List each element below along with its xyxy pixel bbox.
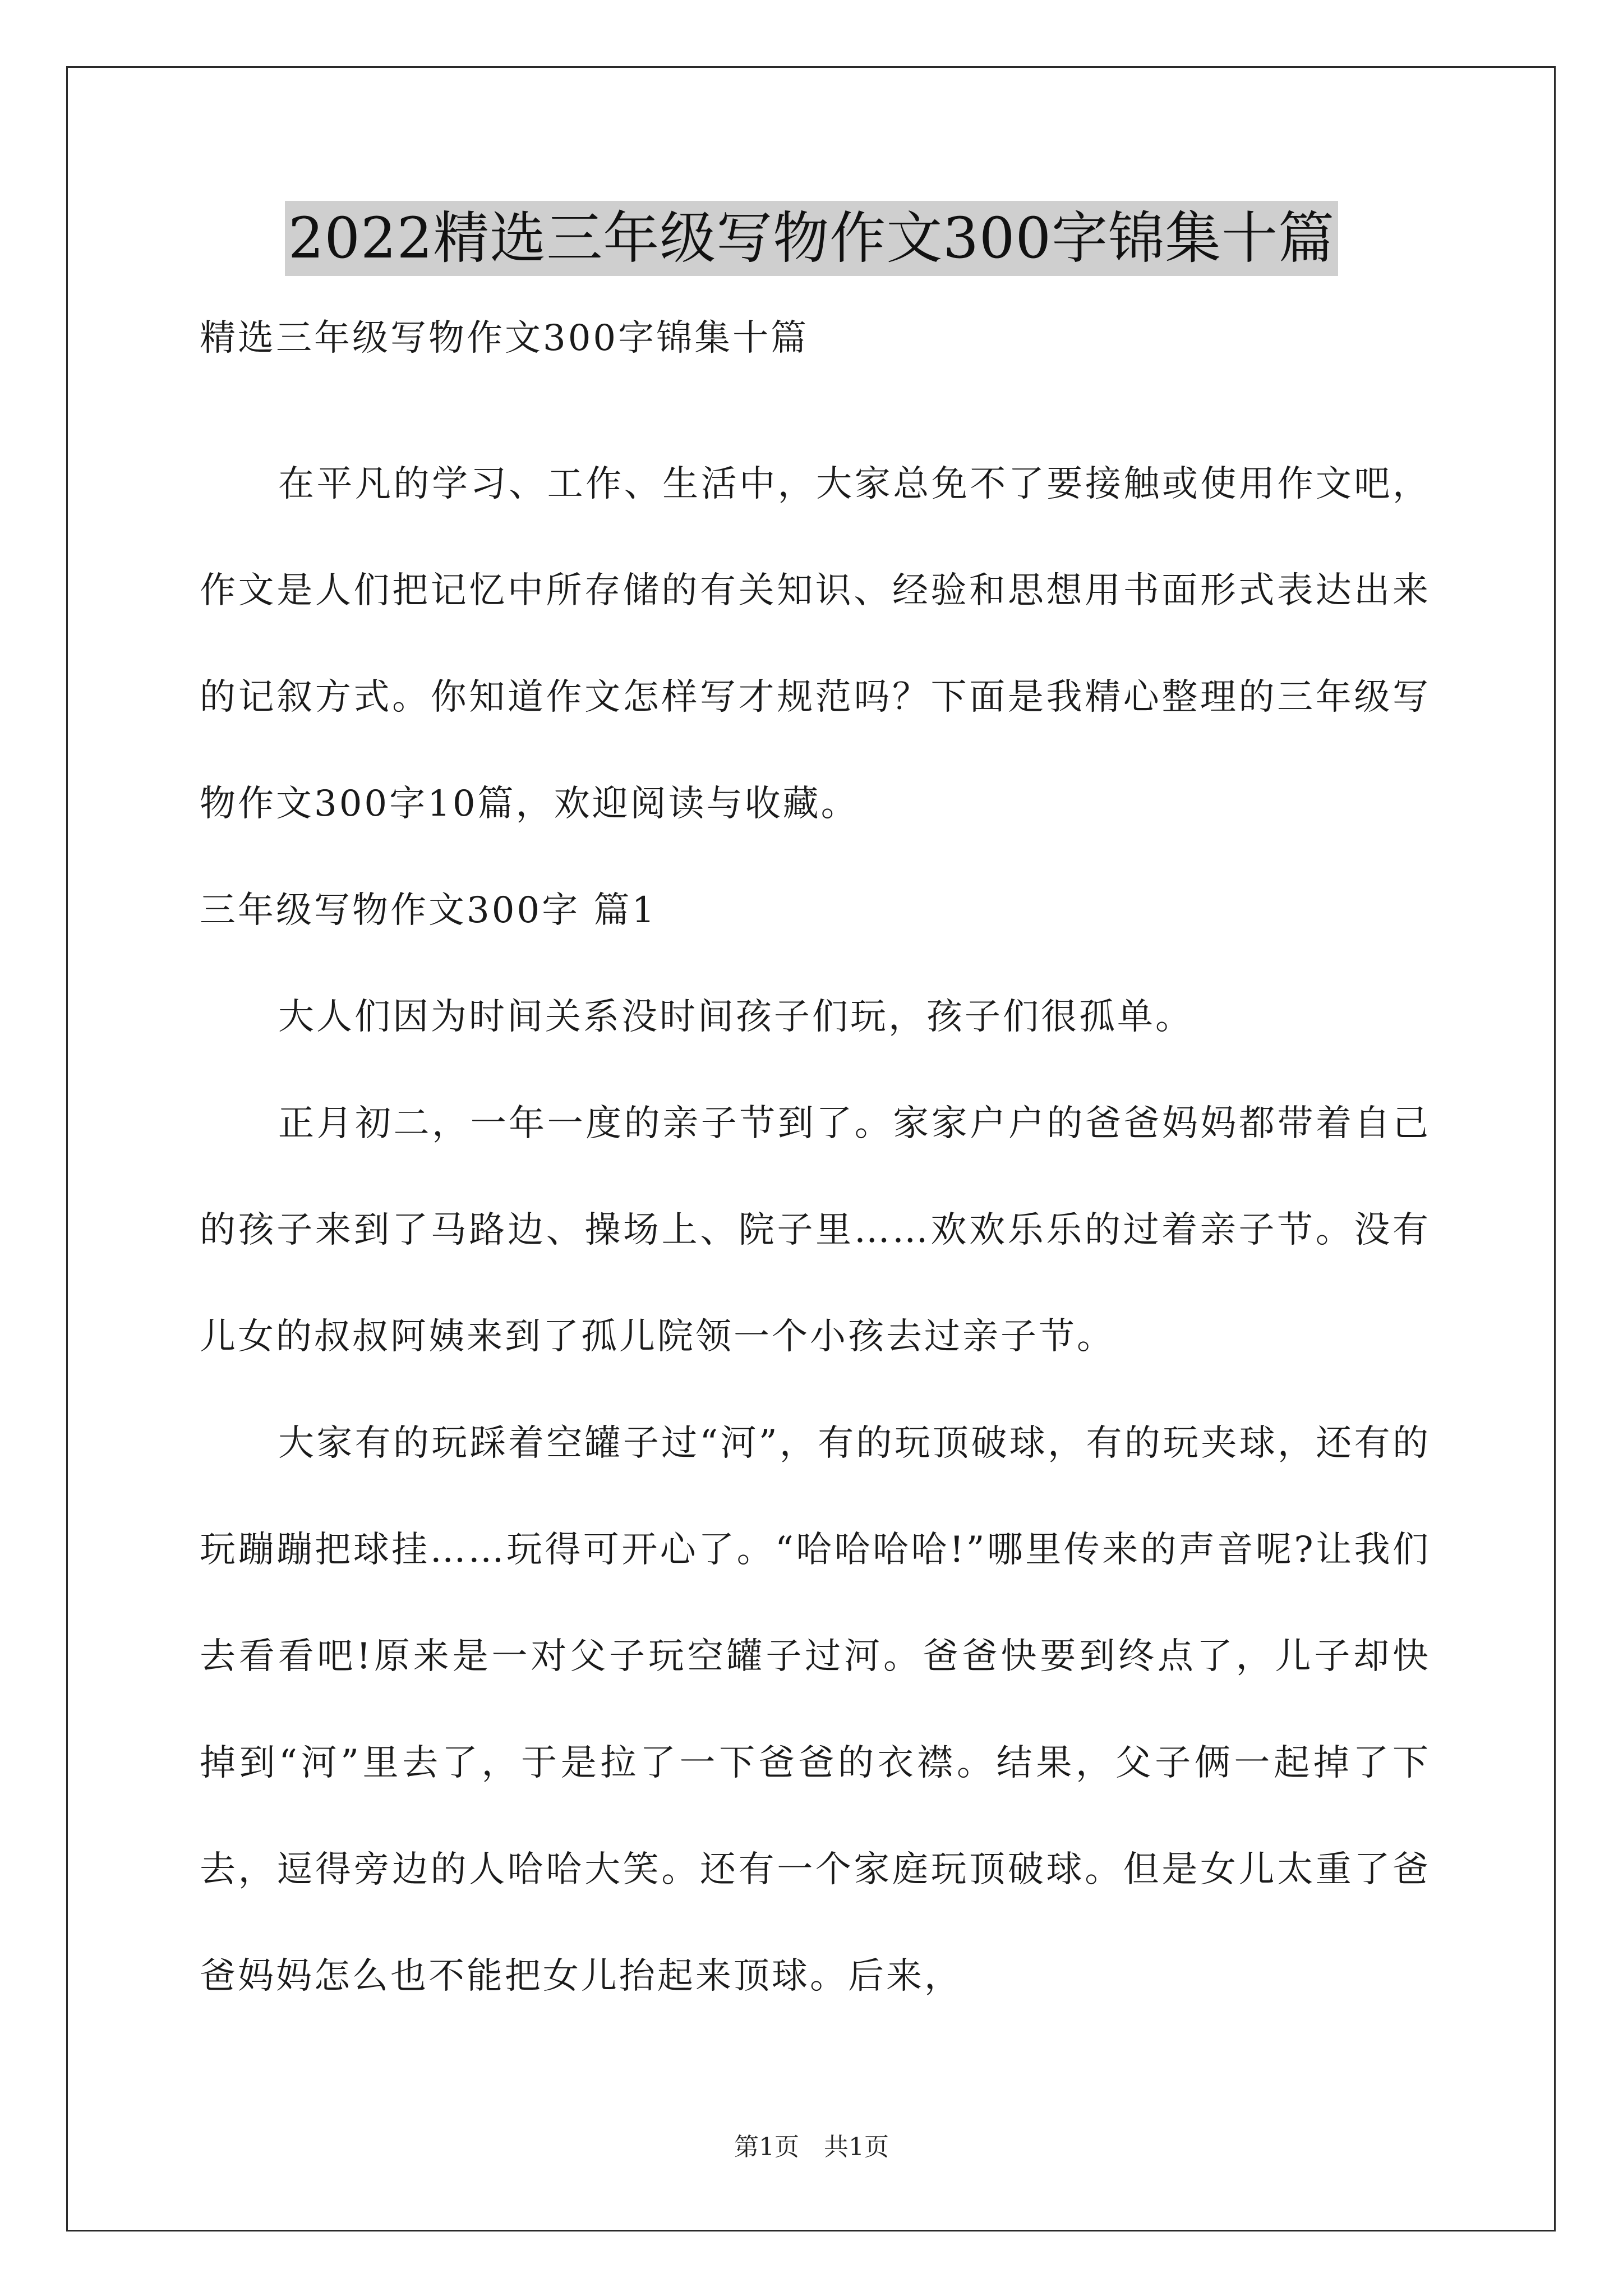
paragraph-3: 大家有的玩踩着空罐子过“河”，有的玩顶破球，有的玩夹球，还有的玩蹦蹦把球挂……玩得可开心了。“哈哈哈哈!”哪里传来的声音呢?让我们去看看吧!原来是一对父子玩空罐子过河。爸爸快要到终点了，儿子却快掉到“河”里去了，于是拉了一下爸爸的衣襟。结果，父子俩一起掉了下去，逗得旁边的人哈哈大笑。还有一个家庭玩顶破球。但是女儿太重了爸爸妈妈怎么也不能把女儿抬起来顶球。后来， — [200, 1423, 1431, 1997]
document-subtitle: 精选三年级写物作文300字锦集十篇 — [200, 318, 809, 359]
paragraph-2: 正月初二，一年一度的亲子节到了。家家户户的爸爸妈妈都带着自己的孩子来到了马路边、操场上、院子里……欢欢乐乐的过着亲子节。没有儿女的叔叔阿姨来到了孤儿院领一个小孩去过亲子节。 — [200, 1103, 1431, 1358]
document-title: 2022精选三年级写物作文300字锦集十篇 — [285, 201, 1338, 276]
paragraph-1: 大人们因为时间关系没时间孩子们玩，孩子们很孤单。 — [278, 996, 1193, 1038]
intro-paragraph: 在平凡的学习、工作、生活中，大家总免不了要接触或使用作文吧，作文是人们把记忆中所存储的有关知识、经验和思想用书面形式表达出来的记叙方式。你知道作文怎样写才规范吗？下面是我精心整理的三年级写物作文300字10篇，欢迎阅读与收藏。 — [200, 463, 1431, 825]
section-heading: 三年级写物作文300字 篇1 — [200, 890, 657, 931]
title-container — [0, 201, 1623, 276]
page-footer: 第1页 共1页 — [734, 2133, 889, 2161]
